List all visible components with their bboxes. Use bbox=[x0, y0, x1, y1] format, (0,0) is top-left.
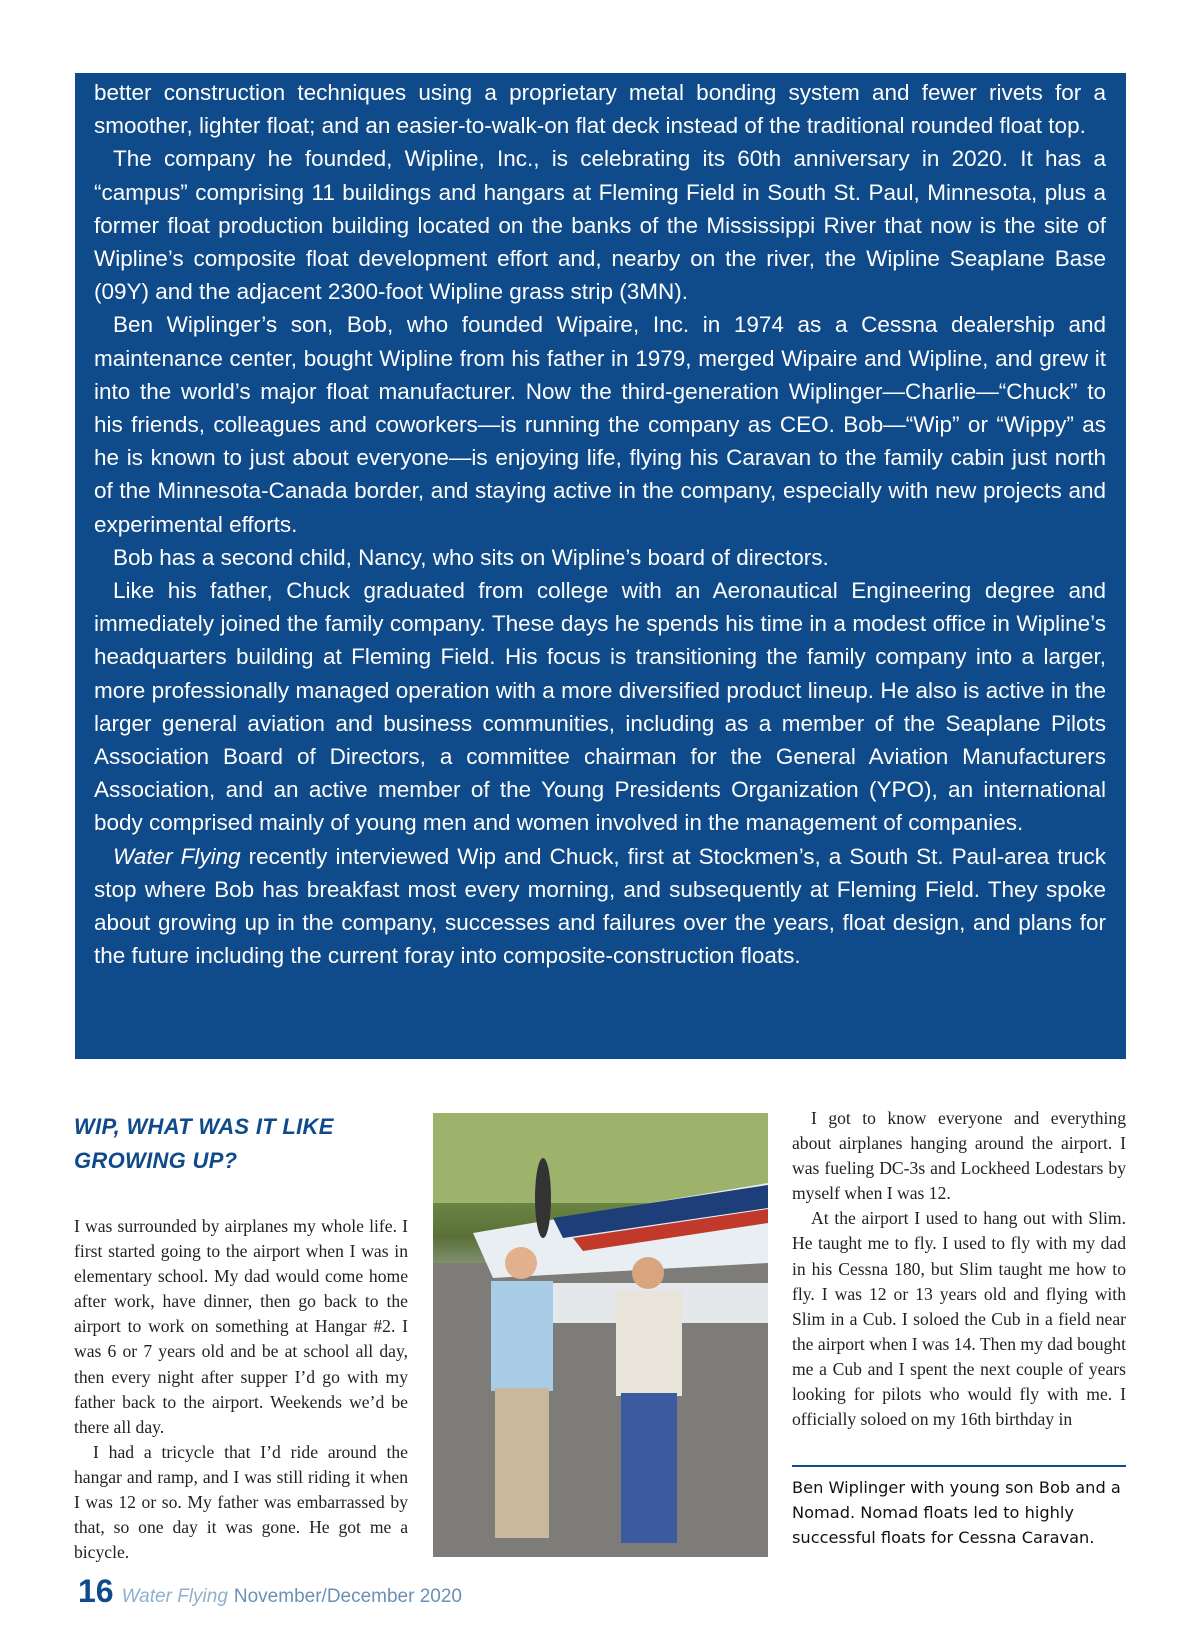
photo-man-right-jeans bbox=[621, 1393, 677, 1543]
left-paragraph-2: I had a tricycle that I’d ride around the hangar and ramp, and I was still riding it when I was 12 or so. My father was embarrassed by that, so one day it was gone. He got me a bicycle. bbox=[74, 1441, 408, 1563]
page-number: 16 bbox=[78, 1573, 114, 1609]
photo-man-left-head bbox=[505, 1247, 537, 1279]
magazine-name-italic: Water Flying bbox=[113, 843, 241, 869]
right-paragraph-1: I got to know everyone and everything about airplanes hanging around the airport. I was fueling DC-3s and Lockheed Lodestars by myself when I was 12. bbox=[792, 1108, 1126, 1204]
right-column-body bbox=[792, 1106, 1126, 1432]
photo-man-right-head bbox=[632, 1257, 664, 1289]
caption-divider bbox=[792, 1465, 1126, 1467]
intro-paragraph-5: Like his father, Chuck graduated from college with an Aeronautical Engineering degree and immediately joined the family company. These days he spends his time in a modest office in Wipline’s headquarters building at Fleming Field. His focus is transitioning the family company into a larger, more professionally managed operation with a more diversified product lineup. He also is active in the larger general aviation and business communities, including as a member of the Seaplane Pilots Association Board of Directors, a committee chairman for the General Aviation Manufacturers Association, and an active member of the Young Presidents Organization (YPO), an international body comprised mainly of young men and women involved in the management of companies. bbox=[94, 578, 1106, 836]
right-column bbox=[792, 1106, 1126, 1432]
left-paragraph-1: I was surrounded by airplanes my whole life. I first started going to the airport when I was in elementary school. My dad would come home after work, have dinner, then go back to the airport to work on something at Hangar #2. I was 6 or 7 years old and be at school all day, then every night after supper I’d go with my father back to the airport. Weekends we’d be there all day. bbox=[74, 1216, 408, 1437]
photo-man-left-pants bbox=[495, 1388, 549, 1538]
intro-paragraph-1: better construction techniques using a proprietary metal bonding system and fewer rivets for a smoother, lighter float; and an easier-to-walk-on flat deck instead of the traditional rounded float top. bbox=[94, 80, 1106, 139]
photo-propeller bbox=[535, 1158, 551, 1238]
photo-man-right-shirt bbox=[616, 1291, 682, 1396]
intro-paragraph-6 bbox=[94, 840, 1106, 973]
left-column bbox=[74, 1110, 408, 1565]
intro-paragraph-3: Ben Wiplinger’s son, Bob, who founded Wipaire, Inc. in 1974 as a Cessna dealership and maintenance center, bought Wipline from his father in 1979, merged Wipaire and Wipline, and grew it into the world’s major float manufacturer. Now the third-generation Wiplinger—Charlie—“Chuck” to his friends, colleagues and coworkers—is running the company as CEO. Bob—“Wip” or “Wippy” as he is known to just about everyone—is enjoying life, flying his Caravan to the family cabin just north of the Minnesota-Canada border, and staying active in the company, especially with new projects and experimental efforts. bbox=[94, 312, 1106, 537]
intro-paragraph-2: The company he founded, Wipline, Inc., is celebrating its 60th anniversary in 2020. It has a “campus” comprising 11 buildings and hangars at Fleming Field in South St. Paul, Minnesota, plus a former float production building located on the banks of the Mississippi River that now is the site of Wipline’s composite float development effort and, nearby on the river, the Wipline Seaplane Base (09Y) and the adjacent 2300-foot Wipline grass strip (3MN). bbox=[94, 146, 1106, 305]
left-column-body bbox=[74, 1214, 408, 1565]
photo-man-left-shirt bbox=[491, 1281, 553, 1391]
magazine-title: Water Flying bbox=[121, 1586, 228, 1607]
right-paragraph-2: At the airport I used to hang out with Slim. He taught me to fly. I used to fly with my dad in his Cessna 180, but Slim taught me how to fly. I was 12 or 13 years old and flying with Slim in a Cub. I soloed the Cub in a field near the airport when I was 14. Then my dad bought me a Cub and I spent the next couple of years looking for pilots who would fly with me. I officially soloed on my 16th birthday in bbox=[792, 1208, 1126, 1430]
photo-caption: Ben Wiplinger with young son Bob and a Nomad. Nomad floats led to highly successful floats for Cessna Caravan. bbox=[792, 1478, 1121, 1547]
page-footer bbox=[78, 1573, 462, 1613]
photo-illustration bbox=[433, 1113, 768, 1557]
intro-paragraph-4: Bob has a second child, Nancy, who sits on Wipline’s board of directors. bbox=[113, 544, 829, 570]
section-heading: WIP, WHAT WAS IT LIKE GROWING UP? bbox=[74, 1114, 334, 1173]
issue-date: November/December 2020 bbox=[233, 1586, 463, 1607]
intro-paragraph-6-text: recently interviewed Wip and Chuck, first at Stockmen’s, a South St. Paul-area truck stop where Bob has breakfast most every morning, and subsequently at Fleming Field. They spoke about growing up in the company, successes and failures over the years, float design, and plans for the future including the current foray into composite-construction floats. bbox=[94, 843, 1106, 969]
photo-wiplinger-nomad bbox=[433, 1113, 768, 1557]
intro-panel bbox=[75, 73, 1126, 1059]
photo-trees bbox=[433, 1113, 768, 1203]
